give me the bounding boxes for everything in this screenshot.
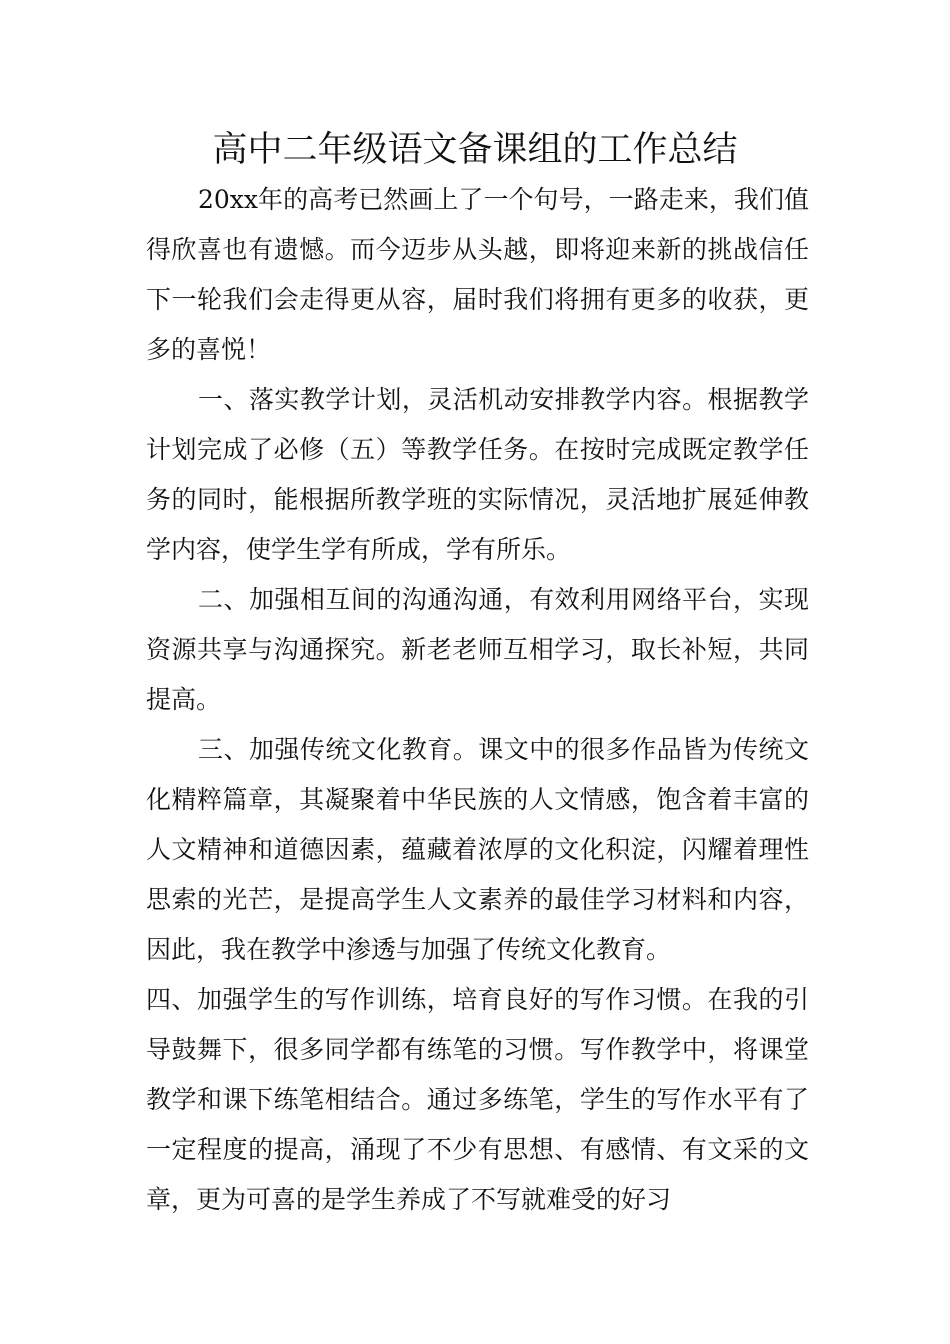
paragraph-section-3: 三、加强传统文化教育。课文中的很多作品皆为传统文化精粹篇章，其凝聚着中华民族的人文情感，饱含着丰富的人文精神和道德因素，蕴藏着浓厚的文化积淀，闪耀着理性思索的光芒，是提高学生人文素养的最佳学习材料和内容，因此，我在教学中渗透与加强了传统文化教育。	[146, 735, 809, 964]
paragraph-intro: 20xx年的高考已然画上了一个句号，一路走来，我们值得欣喜也有遗憾。而今迈步从头越，即将迎来新的挑战信任下一轮我们会走得更从容，届时我们将拥有更多的收获，更多的喜悦！	[146, 185, 809, 364]
paragraph-section-2: 二、加强相互间的沟通沟通，有效利用网络平台，实现资源共享与沟通探究。新老老师互相学习，取长补短，共同提高。	[146, 585, 809, 714]
document-title: 高中二年级语文备课组的工作总结	[212, 130, 738, 170]
paragraph-section-4: 四、加强学生的写作训练，培育良好的写作习惯。在我的引导鼓舞下，很多同学都有练笔的习惯。写作教学中，将课堂教学和课下练笔相结合。通过多练笔，学生的写作水平有了一定程度的提高，涌现了不少有思想、有感情、有文采的文章，更为可喜的是学生养成了不写就难受的好习	[146, 985, 809, 1214]
paragraph-section-1: 一、落实教学计划，灵活机动安排教学内容。根据教学计划完成了必修（五）等教学任务。在按时完成既定教学任务的同时，能根据所教学班的实际情况，灵活地扩展延伸教学内容，使学生学有所成，学有所乐。	[146, 385, 809, 564]
document-body	[146, 175, 809, 1225]
